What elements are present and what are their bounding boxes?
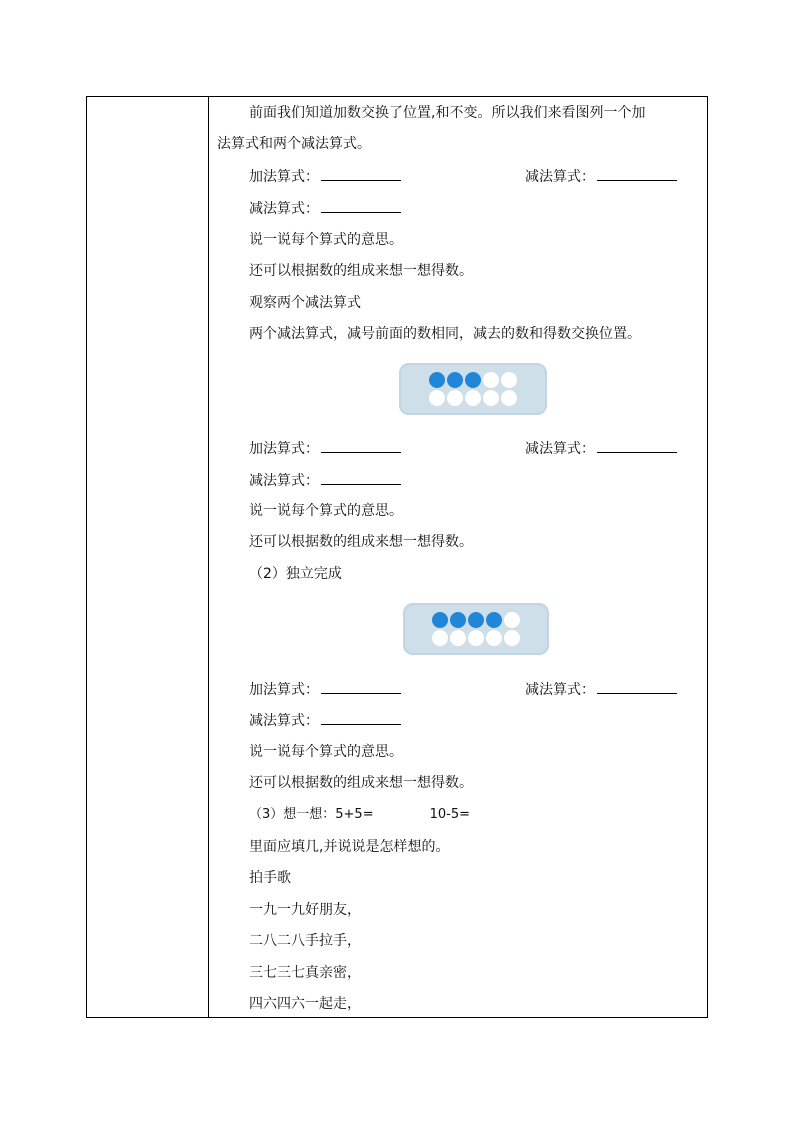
addition-formula-1 (249, 166, 401, 187)
white-counter-dot (468, 630, 484, 646)
answer-blank[interactable] (321, 198, 401, 213)
lesson-content (209, 97, 707, 1017)
white-counter-dot (504, 630, 520, 646)
subtraction-label: 减法算式： (249, 713, 319, 729)
addition-label: 加法算式： (249, 441, 319, 457)
blue-counter-dot (429, 372, 445, 388)
song-title: 拍手歌 (249, 870, 291, 886)
explain-line-2: 说一说每个算式的意思。 (249, 503, 403, 519)
white-counter-dot (483, 390, 499, 406)
think-second: 10-5= (429, 807, 471, 822)
white-counter-dot (447, 390, 463, 406)
answer-blank[interactable] (597, 679, 677, 694)
think-prefix: （3）想一想：5+5= (249, 807, 374, 822)
subtraction-label: 减法算式： (525, 169, 595, 185)
subtraction-formula-1b (249, 198, 401, 219)
explain-line-1: 说一说每个算式的意思。 (249, 232, 403, 248)
lesson-table (86, 96, 708, 1018)
answer-blank[interactable] (321, 470, 401, 485)
subtraction-formula-1a (525, 166, 677, 187)
observe-line: 观察两个减法算式 (249, 295, 361, 311)
think-line (249, 805, 470, 825)
composition-line-2: 还可以根据数的组成来想一想得数。 (249, 534, 473, 550)
composition-line-3: 还可以根据数的组成来想一想得数。 (249, 775, 473, 791)
fill-line: 里面应填几,并说说是怎样想的。 (249, 839, 450, 855)
subtraction-formula-2b (249, 470, 401, 491)
addition-formula-3 (249, 679, 401, 700)
answer-blank[interactable] (597, 438, 677, 453)
white-counter-dot (450, 630, 466, 646)
white-counter-dot (429, 390, 445, 406)
subtraction-formula-3b (249, 710, 401, 731)
blue-counter-dot (465, 372, 481, 388)
song-line-2: 二八二八手拉手， (249, 933, 361, 949)
blue-counter-dot (432, 612, 448, 628)
subtraction-formula-3a (525, 679, 677, 700)
song-line-3: 三七三七真亲密， (249, 965, 361, 981)
answer-blank[interactable] (597, 166, 677, 181)
white-counter-dot (504, 612, 520, 628)
counter-tray-figure-2 (403, 603, 549, 655)
answer-blank[interactable] (321, 710, 401, 725)
subtraction-label: 减法算式： (525, 682, 595, 698)
blue-counter-dot (468, 612, 484, 628)
blue-counter-dot (450, 612, 466, 628)
subtraction-label: 减法算式： (525, 441, 595, 457)
white-counter-dot (465, 390, 481, 406)
independent-heading: （2）独立完成 (249, 566, 342, 582)
addition-label: 加法算式： (249, 169, 319, 185)
white-counter-dot (486, 630, 502, 646)
blue-counter-dot (447, 372, 463, 388)
white-counter-dot (501, 372, 517, 388)
intro-line-2: 法算式和两个减法算式。 (217, 136, 371, 152)
white-counter-dot (483, 372, 499, 388)
answer-blank[interactable] (321, 679, 401, 694)
observe-detail-line: 两个减法算式，减号前面的数相同，减去的数和得数交换位置。 (249, 326, 641, 342)
song-line-4: 四六四六一起走， (249, 996, 361, 1012)
answer-blank[interactable] (321, 166, 401, 181)
counter-tray-figure-1 (399, 363, 547, 415)
subtraction-label: 减法算式： (249, 473, 319, 489)
blue-counter-dot (486, 612, 502, 628)
white-counter-dot (501, 390, 517, 406)
subtraction-label: 减法算式： (249, 201, 319, 217)
answer-blank[interactable] (321, 438, 401, 453)
composition-line-1: 还可以根据数的组成来想一想得数。 (249, 263, 473, 279)
intro-line-1: 前面我们知道加数交换了位置,和不变。所以我们来看图列一个加 (249, 105, 646, 121)
song-line-1: 一九一九好朋友， (249, 902, 361, 918)
subtraction-formula-2a (525, 438, 677, 459)
addition-formula-2 (249, 438, 401, 459)
explain-line-3: 说一说每个算式的意思。 (249, 744, 403, 760)
white-counter-dot (432, 630, 448, 646)
addition-label: 加法算式： (249, 682, 319, 698)
